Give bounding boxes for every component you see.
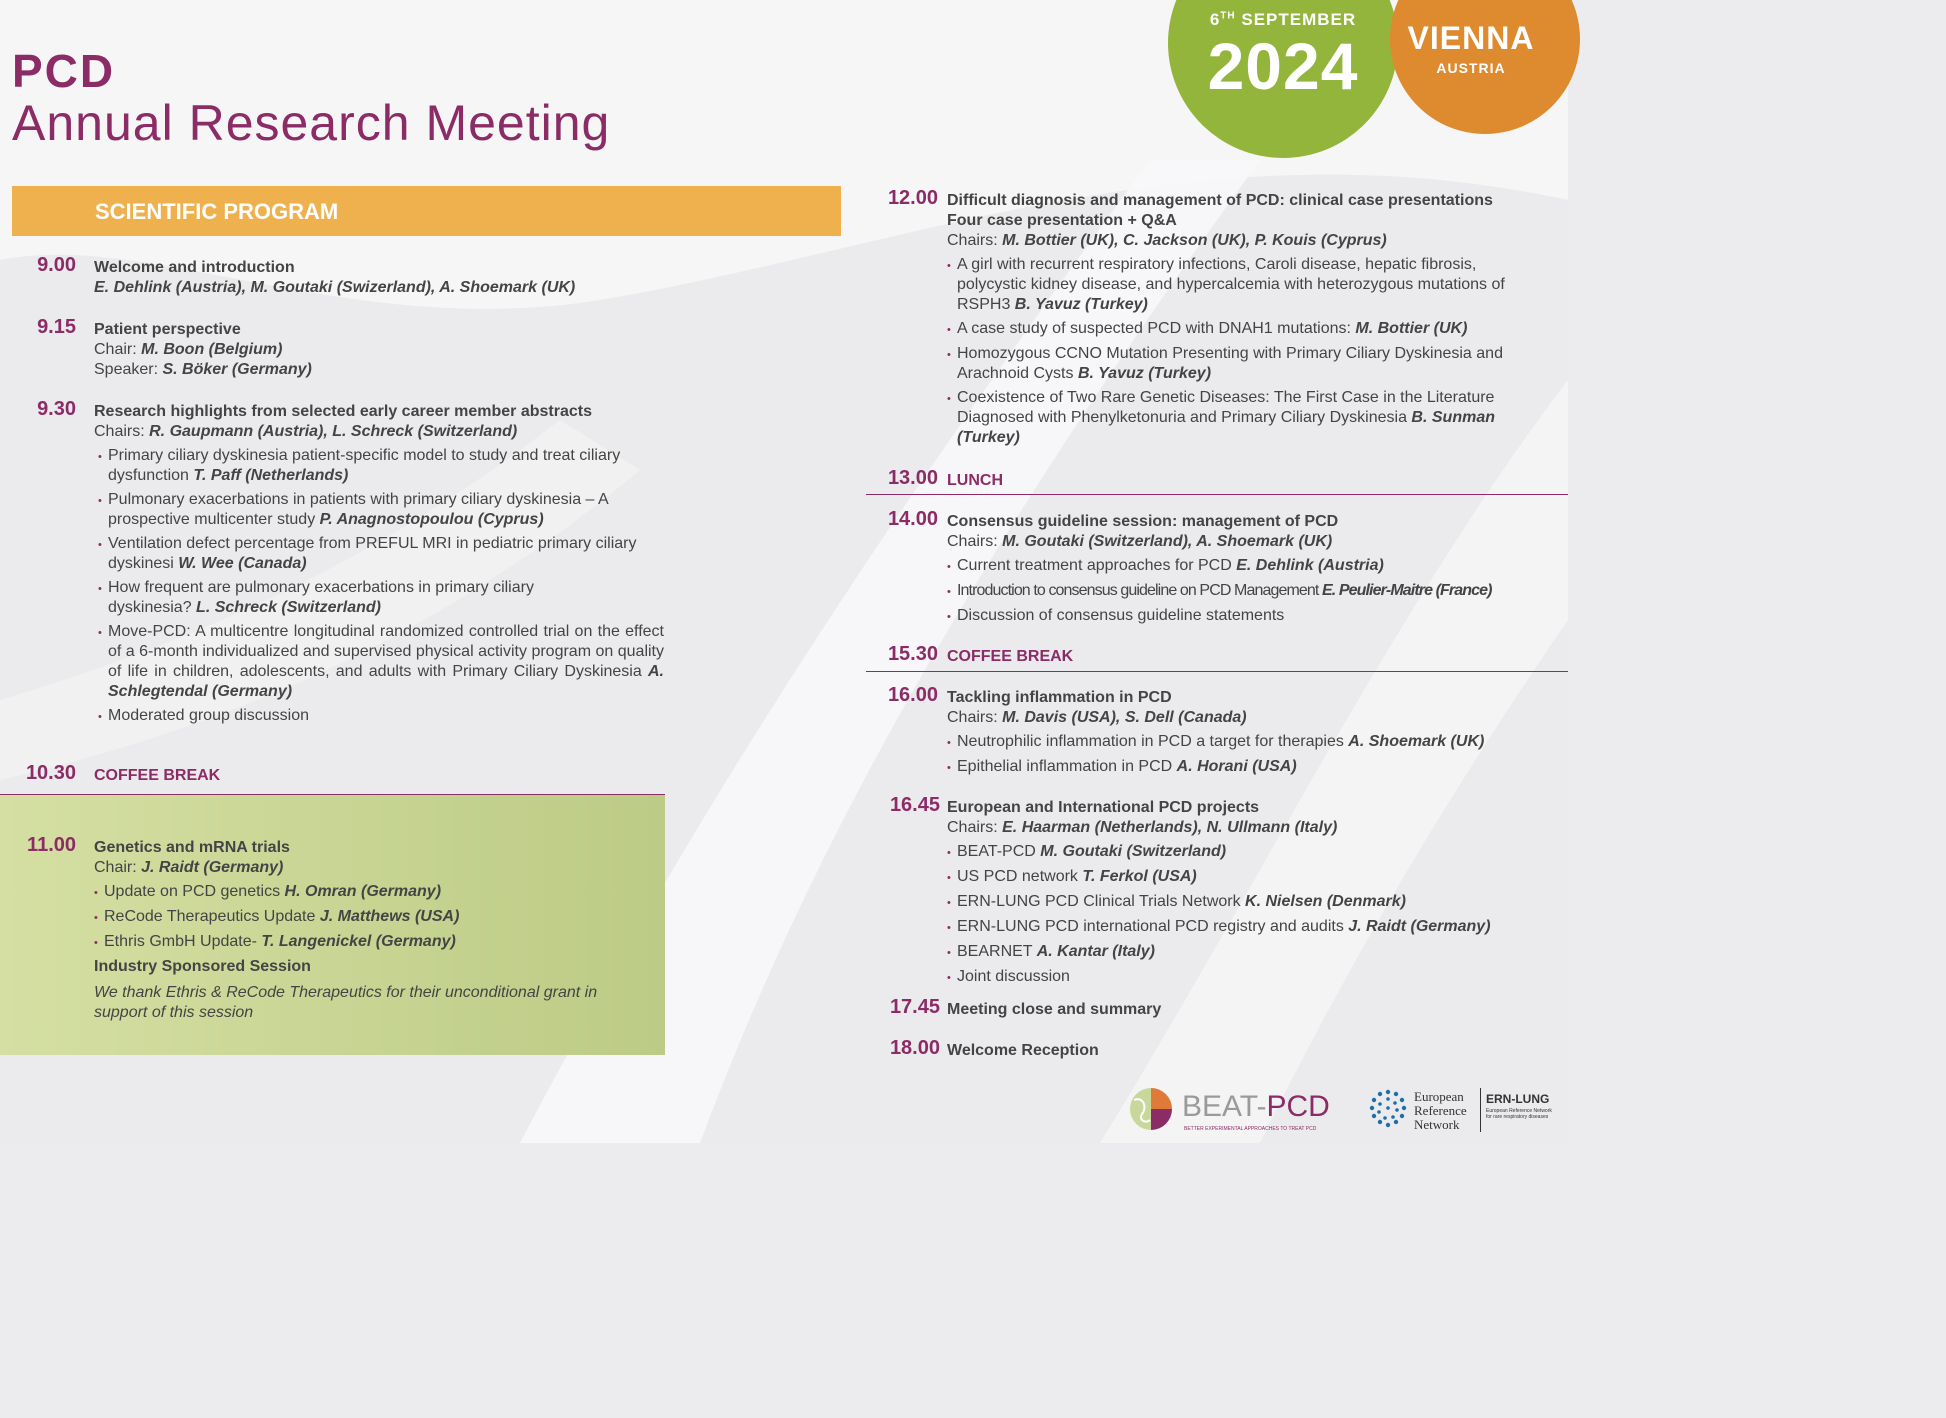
session-time: 15.30 (887, 643, 938, 665)
talk-item: • ERN-LUNG PCD Clinical Trials Network K. Nielsen (Denmark) (947, 893, 1406, 910)
sponsor-note: We thank Ethris & ReCode Therapeutics for their unconditional grant in support of this session (94, 984, 598, 1021)
talk-item: • Homozygous CCNO Mutation Presenting with Primary Ciliary Dyskinesia and Arachnoid Cysts B. Yavuz (Turkey) (947, 345, 1503, 382)
ern-divider (1480, 1088, 1481, 1132)
session-chair: Chair: M. Boon (Belgium) (94, 341, 283, 358)
talk-item: • Move-PCD: A multicentre longitudinal randomized controlled trial on the effect of a 6-month individualized and supervised physical activity program on quality of life in children, adolescents, and adults with Primary Ciliary Dyskinesia A. Schlegtendal (Germany) (98, 623, 664, 700)
talk-item: • A case study of suspected PCD with DNAH1 mutations: M. Bottier (UK) (947, 320, 1468, 337)
talk-item: • Neutrophilic inflammation in PCD a target for therapies A. Shoemark (UK) (947, 733, 1485, 750)
talk-item: • Primary ciliary dyskinesia patient-specific model to study and treat ciliary dysfunction T. Paff (Netherlands) (98, 447, 621, 484)
talk-item: • US PCD network T. Ferkol (USA) (947, 868, 1197, 885)
talk-item: • Discussion of consensus guideline statements (947, 607, 1285, 624)
title-long: Annual Research Meeting (12, 95, 611, 151)
session-people: E. Dehlink (Austria), M. Goutaki (Swizerland), A. Shoemark (UK) (94, 279, 576, 296)
session-chairs: Chairs: M. Davis (USA), S. Dell (Canada) (947, 709, 1247, 726)
event-city: VIENNA (1407, 20, 1535, 56)
session-speaker: Speaker: S. Böker (Germany) (94, 361, 312, 378)
session-title: European and International PCD projects (947, 799, 1260, 816)
session-title: Tackling inflammation in PCD (947, 689, 1172, 706)
talk-item: • Current treatment approaches for PCD E. Dehlink (Austria) (947, 557, 1384, 574)
coffee-break-rule (0, 794, 665, 795)
session-chairs: Chairs: R. Gaupmann (Austria), L. Schreck (Switzerland) (94, 423, 518, 440)
session-time: 13.00 (887, 467, 938, 489)
talk-item: • Moderated group discussion (98, 707, 310, 724)
session-time: 17.45 (889, 996, 940, 1018)
session-time: 12.00 (887, 187, 938, 209)
coffee-break-rule-2 (866, 671, 1568, 672)
event-country: AUSTRIA (1436, 60, 1506, 76)
ern-lung-subtitle: European Reference Network for rare respiratory diseases (1486, 1108, 1552, 1120)
program-header-bar (12, 186, 841, 236)
program-label: SCIENTIFIC PROGRAM (95, 199, 339, 224)
talk-item: • Ventilation defect percentage from PREFUL MRI in pediatric primary ciliary dyskinesi W. Wee (Canada) (98, 535, 637, 572)
session-time: 14.00 (887, 508, 938, 530)
beat-pcd-icon (1128, 1086, 1174, 1132)
title-short: PCD (12, 45, 116, 97)
event-date: 6TH SEPTEMBER (1209, 10, 1357, 29)
session-title: Welcome Reception (947, 1042, 1099, 1059)
session-time: 18.00 (889, 1037, 940, 1059)
talk-item: • Epithelial inflammation in PCD A. Horani (USA) (947, 758, 1297, 775)
event-year: 2024 (1207, 29, 1359, 103)
session-chairs: Chairs: E. Haarman (Netherlands), N. Ullmann (Italy) (947, 819, 1338, 836)
beat-pcd-wordmark: BEAT-PCD (1182, 1090, 1330, 1123)
session-title: Research highlights from selected early career member abstracts (94, 403, 592, 420)
session-chairs: Chairs: M. Bottier (UK), C. Jackson (UK), P. Kouis (Cyprus) (947, 232, 1387, 249)
talk-item: • BEAT-PCD M. Goutaki (Switzerland) (947, 843, 1227, 860)
session-time: 16.45 (889, 794, 940, 816)
talk-item: • BEARNET A. Kantar (Italy) (947, 943, 1155, 960)
session-chair: Chair: J. Raidt (Germany) (94, 859, 284, 876)
session-time: 9.15 (37, 316, 76, 338)
beat-pcd-tagline: BETTER EXPERIMENTAL APPROACHES TO TREAT PCD (1184, 1126, 1317, 1132)
talk-item: • Ethris GmbH Update- T. Langenickel (Germany) (94, 933, 456, 950)
lunch-rule (866, 494, 1568, 495)
ern-lung-wordmark: ERN-LUNG (1486, 1092, 1550, 1106)
talk-item: • A girl with recurrent respiratory infections, Caroli disease, hepatic fibrosis, polycystic kidney disease, and hypercalcemia with heterozygous mutations of RSPH3 B. Yavuz (Turkey) (947, 256, 1505, 313)
sponsor-title: Industry Sponsored Session (94, 958, 311, 975)
session-time: 16.00 (887, 684, 938, 706)
session-title: Welcome and introduction (94, 259, 295, 276)
session-time: 9.30 (37, 398, 76, 420)
session-title: Genetics and mRNA trials (94, 839, 290, 856)
ern-text: European Reference Network (1414, 1089, 1467, 1132)
talk-item: • Joint discussion (947, 968, 1070, 985)
talk-item: • How frequent are pulmonary exacerbations in primary ciliary dyskinesia? L. Schreck (Switzerland) (98, 579, 534, 616)
talk-item: • Update on PCD genetics H. Omran (Germany) (94, 883, 442, 900)
break-label: COFFEE BREAK (94, 767, 221, 784)
talk-item: • Coexistence of Two Rare Genetic Diseases: The First Case in the Literature Diagnosed with Phenylketonuria and Primary Ciliary Dyskinesia B. Sunman (Turkey) (947, 389, 1495, 446)
session-title: Patient perspective (94, 321, 241, 338)
ern-network-icon (1368, 1088, 1408, 1130)
session-title: Difficult diagnosis and management of PCD: clinical case presentations (947, 192, 1493, 209)
session-time: 11.00 (27, 834, 76, 856)
session-time: 9.00 (37, 254, 76, 276)
talk-item: • Pulmonary exacerbations in patients with primary ciliary dyskinesia – A prospective multicenter study P. Anagnostopoulou (Cyprus) (98, 491, 608, 528)
talk-item: • ERN-LUNG PCD international PCD registry and audits J. Raidt (Germany) (947, 918, 1491, 935)
break-label: LUNCH (947, 472, 1003, 489)
session-time: 10.30 (25, 762, 76, 784)
session-subtitle: Four case presentation + Q&A (947, 212, 1177, 229)
session-chairs: Chairs: M. Goutaki (Switzerland), A. Shoemark (UK) (947, 533, 1333, 550)
session-title: Consensus guideline session: management of PCD (947, 513, 1339, 530)
session-title: Meeting close and summary (947, 1001, 1162, 1018)
talk-item: • ReCode Therapeutics Update J. Matthews (USA) (94, 908, 460, 925)
break-label: COFFEE BREAK (947, 648, 1074, 665)
talk-item: • Introduction to consensus guideline on PCD Management E. Peulier-Maitre (France) (947, 582, 1492, 599)
